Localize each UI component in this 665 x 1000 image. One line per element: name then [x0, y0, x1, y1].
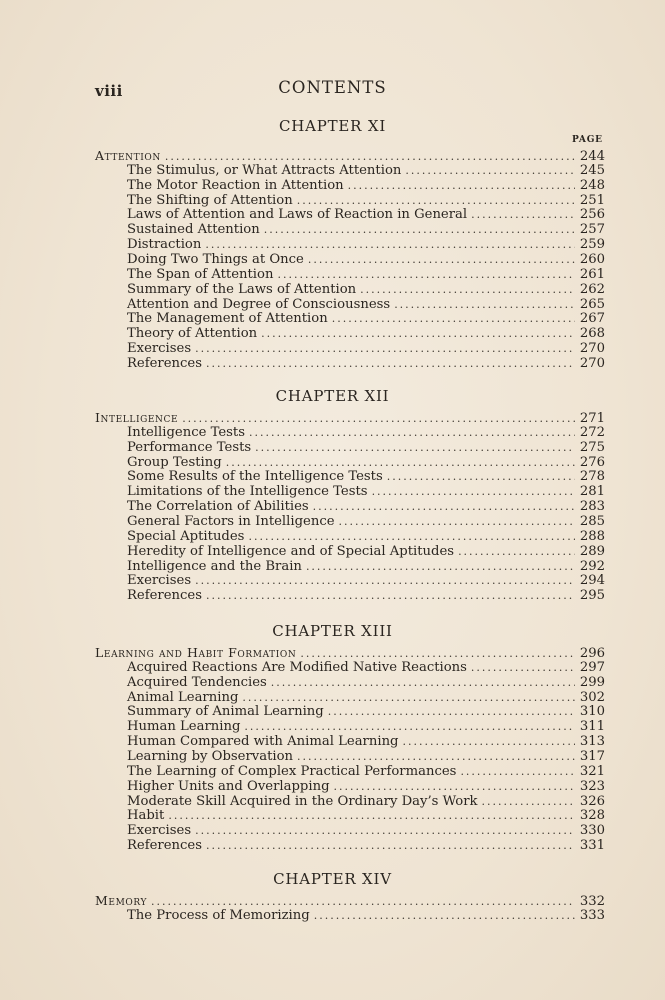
toc-entry — [95, 908, 605, 923]
toc-entry-title: Learning by Observation — [127, 748, 294, 764]
toc-page-number: 245 — [579, 162, 605, 178]
toc-chapter-entry — [95, 410, 605, 425]
toc-page-number: 313 — [579, 734, 605, 750]
toc-entry — [95, 178, 605, 193]
dot-leader — [277, 267, 575, 282]
toc-entry-title: The Shifting of Attention — [127, 192, 293, 208]
toc-entry — [95, 237, 605, 252]
dot-leader — [314, 908, 575, 923]
toc-entry-title: Intelligence — [95, 410, 179, 425]
toc-entry-title: Exercises — [127, 573, 192, 589]
toc-page-number: 283 — [579, 499, 605, 515]
dot-leader — [372, 484, 575, 499]
toc-page-number: 281 — [579, 484, 605, 500]
dot-leader — [360, 282, 575, 297]
dot-leader — [226, 455, 575, 470]
toc-chapter-entry — [95, 893, 605, 908]
toc-entry — [95, 808, 605, 823]
toc-entry-title: The Span of Attention — [127, 266, 274, 282]
toc-entry-title: Acquired Reactions Are Modified Native Reactions — [127, 659, 467, 675]
toc-entry — [95, 341, 605, 356]
toc-entry — [95, 690, 605, 705]
toc-entry-title: Distraction — [127, 237, 202, 253]
toc-entry-title: Intelligence Tests — [127, 424, 245, 440]
dot-leader — [482, 794, 575, 809]
toc-entry — [95, 222, 605, 237]
toc-entry — [95, 749, 605, 764]
toc-entry-title: The Management of Attention — [127, 311, 328, 327]
toc-entry — [95, 356, 605, 371]
toc-page-number: 328 — [579, 808, 605, 824]
dot-leader — [348, 178, 575, 193]
dot-leader — [195, 823, 575, 838]
toc-entry — [95, 193, 605, 208]
toc-entry-title: References — [127, 838, 202, 854]
chapter-heading: CHAPTER XI — [278, 117, 387, 135]
dot-leader — [328, 704, 575, 719]
page-column-label: PAGE — [572, 135, 603, 145]
page-number: viii — [95, 82, 123, 100]
toc-entry — [95, 675, 605, 690]
toc-entry-title: Exercises — [127, 341, 192, 357]
toc-entry-title: Doing Two Things at Once — [127, 251, 304, 267]
toc-entry-title: Performance Tests — [127, 439, 252, 455]
dot-leader — [255, 440, 575, 455]
dot-leader — [297, 749, 575, 764]
dot-leader — [300, 646, 575, 661]
toc-entry — [95, 267, 605, 282]
toc-entry-title: Laws of Attention and Laws of Reaction in General — [127, 207, 468, 223]
toc-page-number: 332 — [579, 894, 605, 909]
dot-leader — [460, 764, 575, 779]
dot-leader — [471, 660, 575, 675]
toc-page-number: 299 — [579, 674, 605, 690]
toc-entry — [95, 719, 605, 734]
toc-entry-title: Human Compared with Animal Learning — [127, 734, 399, 750]
dot-leader — [151, 894, 575, 909]
toc-entry — [95, 469, 605, 484]
toc-entry — [95, 559, 605, 574]
toc-entry-title: Attention and Degree of Consciousness — [127, 296, 391, 312]
toc-page-number: 271 — [579, 411, 605, 426]
toc-page-number: 244 — [579, 149, 605, 164]
toc-entry — [95, 823, 605, 838]
toc-entry-title: Summary of Animal Learning — [127, 704, 324, 720]
toc-entry — [95, 764, 605, 779]
toc-entry — [95, 326, 605, 341]
toc-entry-title: Summary of the Laws of Attention — [127, 281, 357, 297]
toc-page-number: 295 — [579, 588, 605, 604]
dot-leader — [206, 588, 575, 603]
running-title: CONTENTS — [278, 78, 387, 97]
toc-entry — [95, 544, 605, 559]
dot-leader — [271, 675, 575, 690]
toc-entry-title: Animal Learning — [127, 689, 239, 705]
toc-entry — [95, 455, 605, 470]
toc-entry-title: Limitations of the Intelligence Tests — [127, 484, 368, 500]
toc-entry-title: The Process of Memorizing — [127, 907, 310, 923]
toc-entry-title: Special Aptitudes — [127, 528, 245, 544]
toc-entry-title: Group Testing — [127, 454, 222, 470]
toc-entry-title: General Factors in Intelligence — [127, 513, 335, 529]
toc-entry — [95, 440, 605, 455]
dot-leader — [249, 425, 575, 440]
toc-entry-title: Some Results of the Intelligence Tests — [127, 469, 383, 485]
toc-entry — [95, 734, 605, 749]
toc-chapter-entry — [95, 148, 605, 163]
toc-entry — [95, 704, 605, 719]
toc-page-number: 297 — [579, 659, 605, 675]
dot-leader — [458, 544, 575, 559]
dot-leader — [313, 499, 575, 514]
toc-page-number: 257 — [579, 222, 605, 238]
toc-entry-title: Moderate Skill Acquired in the Ordinary Day’s Work — [127, 793, 478, 809]
toc-entry-title: Theory of Attention — [127, 326, 258, 342]
toc-page-number: 289 — [579, 543, 605, 559]
toc-page-number: 275 — [579, 439, 605, 455]
dot-leader — [471, 207, 575, 222]
toc-page-number: 276 — [579, 454, 605, 470]
toc-page-number: 251 — [579, 192, 605, 208]
toc-entry — [95, 297, 605, 312]
toc-entry-title: Human Learning — [127, 719, 241, 735]
toc-page-number: 310 — [579, 704, 605, 720]
toc-page-number: 323 — [579, 778, 605, 794]
toc-entry — [95, 484, 605, 499]
toc-page-number: 278 — [579, 469, 605, 485]
dot-leader — [195, 341, 575, 356]
toc-entry-title: Higher Units and Overlapping — [127, 778, 330, 794]
toc-page-number: 272 — [579, 424, 605, 440]
toc-entry — [95, 838, 605, 853]
dot-leader — [205, 237, 575, 252]
toc-entry — [95, 660, 605, 675]
toc-entry-title: Exercises — [127, 823, 192, 839]
dot-leader — [248, 529, 575, 544]
toc-entry — [95, 163, 605, 178]
dot-leader — [405, 163, 575, 178]
toc-entry-title: References — [127, 588, 202, 604]
toc-page-number: 317 — [579, 748, 605, 764]
toc-page-number: 294 — [579, 573, 605, 589]
dot-leader — [264, 222, 575, 237]
toc-entry — [95, 573, 605, 588]
toc-entry-title: Intelligence and the Brain — [127, 558, 302, 574]
dot-leader — [339, 514, 575, 529]
dot-leader — [168, 808, 575, 823]
toc-page-number: 268 — [579, 326, 605, 342]
toc-entry-title: Acquired Tendencies — [127, 674, 267, 690]
dot-leader — [308, 252, 575, 267]
toc-entry — [95, 529, 605, 544]
toc-entry-title: Heredity of Intelligence and of Special Aptitudes — [127, 543, 455, 559]
dot-leader — [297, 193, 575, 208]
dot-leader — [403, 734, 575, 749]
toc-page-number: 270 — [579, 341, 605, 357]
dot-leader — [387, 469, 575, 484]
dot-leader — [332, 311, 575, 326]
toc-page-number: 321 — [579, 763, 605, 779]
toc-page-number: 326 — [579, 793, 605, 809]
dot-leader — [165, 149, 575, 164]
toc-entry-title: The Learning of Complex Practical Performances — [127, 763, 457, 779]
dot-leader — [242, 690, 575, 705]
toc-entry — [95, 252, 605, 267]
toc-page-number: 292 — [579, 558, 605, 574]
toc-chapter-entry — [95, 645, 605, 660]
toc-entry — [95, 311, 605, 326]
toc-entry-title: Habit — [127, 808, 165, 824]
toc-page-number: 330 — [579, 823, 605, 839]
toc-entry-title: Learning and Habit Formation — [95, 645, 297, 660]
toc-entry — [95, 207, 605, 222]
chapter-heading: CHAPTER XIV — [273, 870, 392, 888]
toc-page-number: 248 — [579, 177, 605, 193]
toc-entry-title: The Motor Reaction in Attention — [127, 177, 344, 193]
toc-entry — [95, 499, 605, 514]
toc-entry — [95, 282, 605, 297]
chapter-heading: CHAPTER XII — [275, 387, 390, 405]
toc-page-number: 285 — [579, 513, 605, 529]
toc-entry — [95, 779, 605, 794]
toc-entry-title: Sustained Attention — [127, 222, 260, 238]
toc-page-number: 288 — [579, 528, 605, 544]
dot-leader — [334, 779, 575, 794]
toc-entry-title: The Correlation of Abilities — [127, 499, 309, 515]
toc-page-number: 331 — [579, 838, 605, 854]
toc-page-number: 270 — [579, 355, 605, 371]
toc-page-number: 260 — [579, 251, 605, 267]
toc-page-number: 267 — [579, 311, 605, 327]
toc-page-number: 261 — [579, 266, 605, 282]
toc-page-number: 262 — [579, 281, 605, 297]
toc-entry — [95, 425, 605, 440]
toc-entry-title: Attention — [95, 148, 161, 163]
chapter-heading: CHAPTER XIII — [272, 622, 393, 640]
toc-page-number: 265 — [579, 296, 605, 312]
toc-entry-title: Memory — [95, 893, 148, 908]
dot-leader — [195, 573, 575, 588]
toc-page-number: 256 — [579, 207, 605, 223]
dot-leader — [244, 719, 575, 734]
dot-leader — [306, 559, 575, 574]
toc-entry — [95, 514, 605, 529]
dot-leader — [394, 297, 575, 312]
dot-leader — [182, 411, 575, 426]
toc-page-number: 333 — [579, 907, 605, 923]
toc-entry — [95, 794, 605, 809]
toc-page-number: 311 — [579, 719, 605, 735]
dot-leader — [206, 356, 575, 371]
dot-leader — [261, 326, 575, 341]
dot-leader — [206, 838, 575, 853]
toc-page-number: 302 — [579, 689, 605, 705]
toc-entry — [95, 588, 605, 603]
toc-page-number: 296 — [579, 646, 605, 661]
toc-entry-title: The Stimulus, or What Attracts Attention — [127, 162, 402, 178]
toc-entry-title: References — [127, 355, 202, 371]
toc-page-number: 259 — [579, 237, 605, 253]
